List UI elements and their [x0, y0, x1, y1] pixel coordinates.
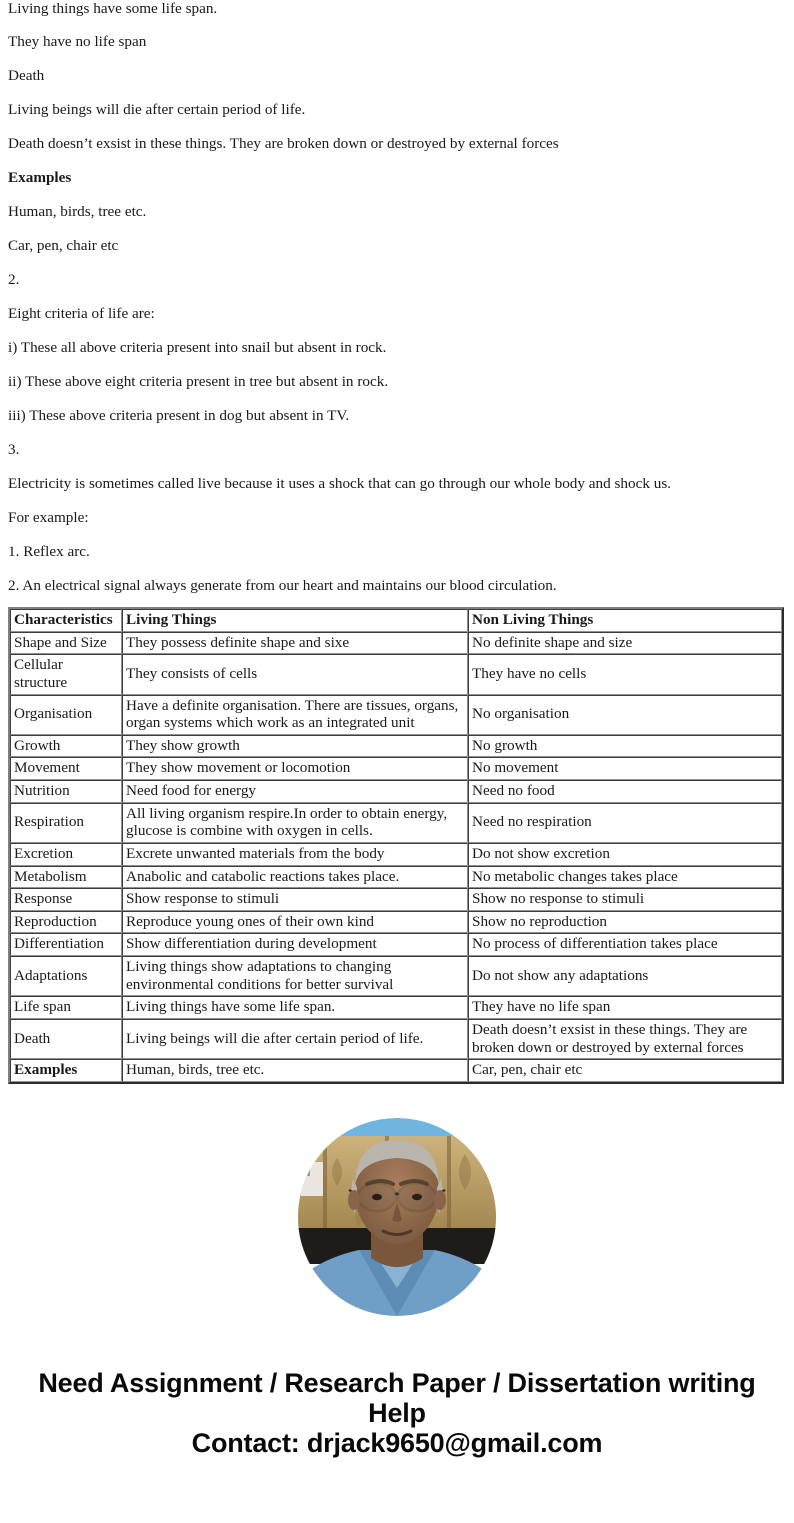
- footer: [0, 1368, 794, 1459]
- table-row: [10, 911, 782, 934]
- cell-non-living-things: They have no life span: [468, 996, 782, 1019]
- cell-non-living-things: Need no food: [468, 780, 782, 803]
- cell-characteristic: Metabolism: [10, 866, 122, 889]
- column-header-characteristics: Characteristics: [10, 609, 122, 632]
- table-row: [10, 803, 782, 843]
- cell-living-things: They show growth: [122, 735, 468, 758]
- cell-characteristic: Excretion: [10, 843, 122, 866]
- paragraph-block: [0, 0, 794, 603]
- paragraph: They have no life span: [8, 33, 147, 51]
- cell-living-things: Reproduce young ones of their own kind: [122, 911, 468, 934]
- cell-non-living-things: No organisation: [468, 695, 782, 735]
- table-row: [10, 1019, 782, 1059]
- table-row: [10, 866, 782, 889]
- cell-non-living-things: Do not show any adaptations: [468, 956, 782, 996]
- cell-living-things: They show movement or locomotion: [122, 757, 468, 780]
- cell-living-things: Show differentiation during development: [122, 933, 468, 956]
- table-row: [10, 695, 782, 735]
- table-row: [10, 933, 782, 956]
- paragraph: For example:: [8, 509, 89, 527]
- table-row: [10, 632, 782, 655]
- paragraph: ii) These above eight criteria present in tree but absent in rock.: [8, 373, 389, 391]
- paragraph: Death doesn’t exsist in these things. They are broken down or destroyed by external forces: [8, 135, 559, 153]
- paragraph: Eight criteria of life are:: [8, 305, 155, 323]
- cell-non-living-things: No process of differentiation takes place: [468, 933, 782, 956]
- paragraph: 1. Reflex arc.: [8, 543, 90, 561]
- table-header-row: [10, 609, 782, 632]
- cell-non-living-things: Show no reproduction: [468, 911, 782, 934]
- table-row: [10, 843, 782, 866]
- table-row: [10, 888, 782, 911]
- cell-non-living-things: They have no cells: [468, 654, 782, 694]
- cell-non-living-things: Do not show excretion: [468, 843, 782, 866]
- cell-characteristic: Nutrition: [10, 780, 122, 803]
- cell-characteristic: Cellular structure: [10, 654, 122, 694]
- cell-living-things: Living things have some life span.: [122, 996, 468, 1019]
- paragraph-number-2: 2.: [8, 271, 20, 289]
- cell-non-living-things: Show no response to stimuli: [468, 888, 782, 911]
- paragraph: Living things have some life span.: [8, 0, 218, 17]
- profile-photo-icon: [297, 1118, 497, 1316]
- cell-characteristic: Adaptations: [10, 956, 122, 996]
- cell-living-things: They possess definite shape and sixe: [122, 632, 468, 655]
- cell-non-living-things: Death doesn’t exsist in these things. They are broken down or destroyed by external forces: [468, 1019, 782, 1059]
- cell-living-things: Human, birds, tree etc.: [122, 1059, 468, 1082]
- table-row: [10, 757, 782, 780]
- cell-non-living-things: No movement: [468, 757, 782, 780]
- cell-living-things: They consists of cells: [122, 654, 468, 694]
- living-vs-nonliving-table: [8, 607, 784, 1084]
- cell-living-things: Anabolic and catabolic reactions takes place.: [122, 866, 468, 889]
- cell-living-things: Excrete unwanted materials from the body: [122, 843, 468, 866]
- comparison-table-wrapper: [0, 607, 794, 1084]
- footer-contact[interactable]: Contact: drjack9650@gmail.com: [191, 1428, 603, 1459]
- footer-line-1: Need Assignment / Research Paper / Dissertation: [38, 1367, 662, 1398]
- cell-characteristic: Shape and Size: [10, 632, 122, 655]
- cell-non-living-things: No definite shape and size: [468, 632, 782, 655]
- cell-characteristic: Death: [10, 1019, 122, 1059]
- cell-characteristic: Examples: [10, 1059, 122, 1082]
- table-row: [10, 1059, 782, 1082]
- cell-non-living-things: No growth: [468, 735, 782, 758]
- cell-characteristic: Reproduction: [10, 911, 122, 934]
- table-row: [10, 780, 782, 803]
- paragraph: Human, birds, tree etc.: [8, 203, 147, 221]
- cell-characteristic: Organisation: [10, 695, 122, 735]
- paragraph: Death: [8, 67, 45, 85]
- cell-characteristic: Response: [10, 888, 122, 911]
- column-header-living-things: Living Things: [122, 609, 468, 632]
- paragraph: Car, pen, chair etc: [8, 237, 119, 255]
- avatar: [297, 1118, 497, 1316]
- paragraph: iii) These above criteria present in dog but absent in TV.: [8, 407, 350, 425]
- cell-living-things: Show response to stimuli: [122, 888, 468, 911]
- cell-characteristic: Life span: [10, 996, 122, 1019]
- table-row: [10, 996, 782, 1019]
- footer-line-2: writing Help: [368, 1367, 756, 1428]
- cell-living-things: Have a definite organisation. There are tissues, organs, organ systems which work as an integrated unit: [122, 695, 468, 735]
- table-head: [10, 609, 782, 632]
- cell-characteristic: Movement: [10, 757, 122, 780]
- footer-headline: [14, 1368, 780, 1428]
- paragraph: 2. An electrical signal always generate from our heart and maintains our blood circulation.: [8, 577, 557, 595]
- cell-living-things: All living organism respire.In order to obtain energy, glucose is combine with oxygen in cells.: [122, 803, 468, 843]
- cell-non-living-things: Need no respiration: [468, 803, 782, 843]
- cell-characteristic: Growth: [10, 735, 122, 758]
- cell-living-things: Living beings will die after certain period of life.: [122, 1019, 468, 1059]
- cell-characteristic: Respiration: [10, 803, 122, 843]
- paragraph: Living beings will die after certain period of life.: [8, 101, 306, 119]
- cell-living-things: Need food for energy: [122, 780, 468, 803]
- avatar-wrapper: [0, 1118, 794, 1316]
- paragraph-number-3: 3.: [8, 441, 20, 459]
- paragraph-heading-examples: Examples: [8, 169, 72, 187]
- cell-living-things: Living things show adaptations to changing environmental conditions for better survival: [122, 956, 468, 996]
- cell-characteristic: Differentiation: [10, 933, 122, 956]
- table-row: [10, 735, 782, 758]
- table-row: [10, 956, 782, 996]
- column-header-non-living-things: Non Living Things: [468, 609, 782, 632]
- cell-non-living-things: Car, pen, chair etc: [468, 1059, 782, 1082]
- cell-non-living-things: No metabolic changes takes place: [468, 866, 782, 889]
- table-body: [10, 632, 782, 1082]
- paragraph: i) These all above criteria present into snail but absent in rock.: [8, 339, 387, 357]
- paragraph: Electricity is sometimes called live because it uses a shock that can go through our whole body and shock us.: [8, 475, 672, 493]
- table-row: [10, 654, 782, 694]
